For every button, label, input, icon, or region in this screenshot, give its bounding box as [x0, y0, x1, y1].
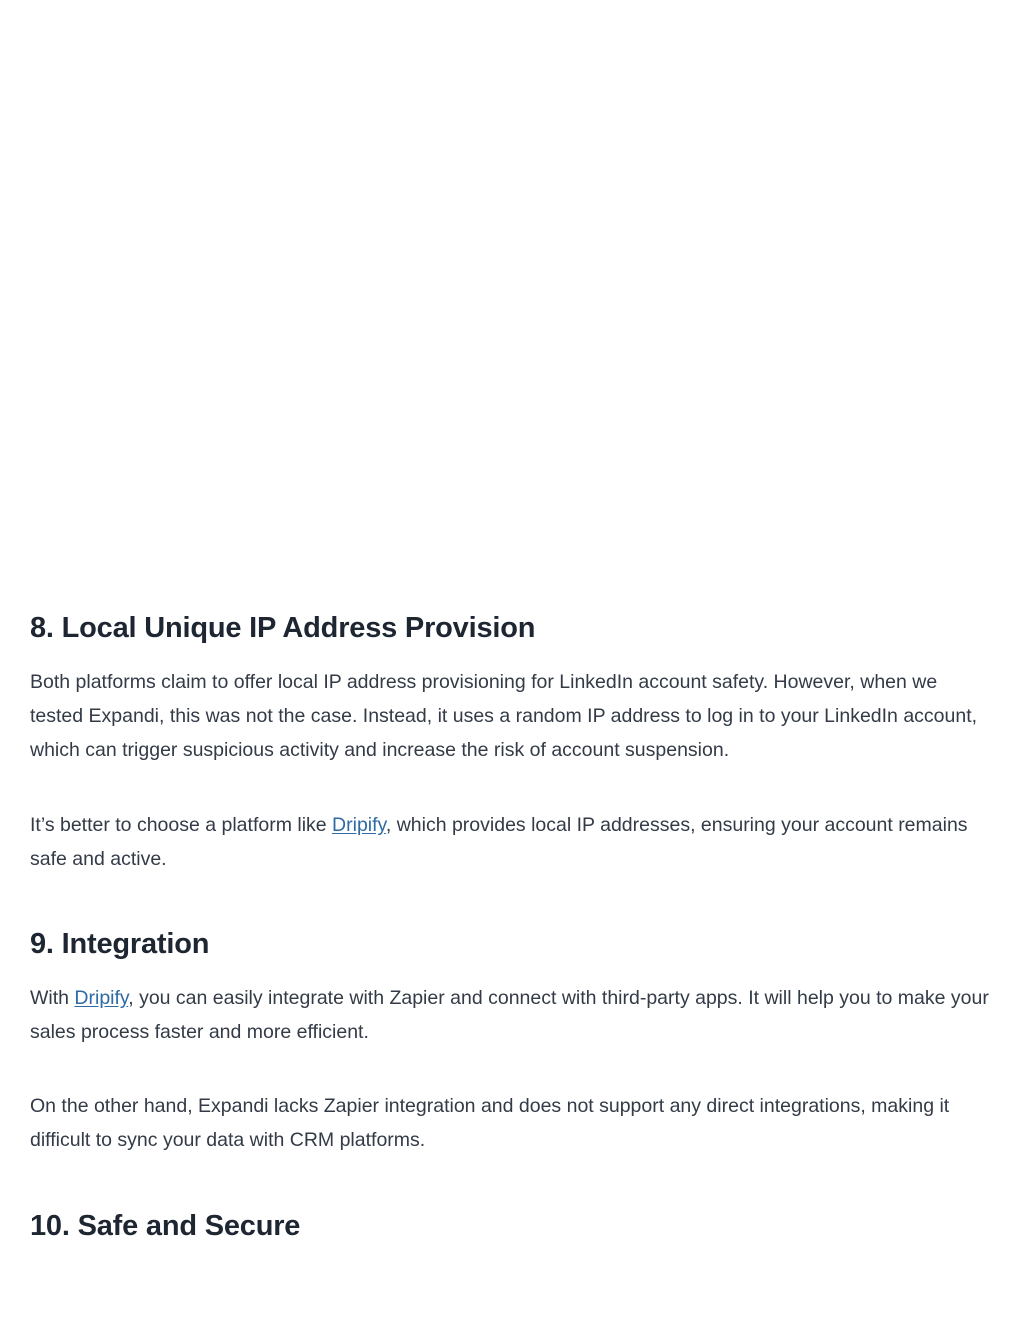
- blank-content-area: [0, 0, 1024, 590]
- section-heading-safe-secure: 10. Safe and Secure: [30, 1210, 301, 1242]
- dripify-link[interactable]: Dripify: [332, 814, 386, 836]
- dripify-link[interactable]: Dripify: [74, 987, 129, 1009]
- ip-paragraph-2-text-after: , which provides local IP addresses, ensuring your account remains safe and active.: [30, 814, 968, 870]
- integration-paragraph-1: [30, 981, 990, 1049]
- integration-paragraph-2: On the other hand, Expandi lacks Zapier integration and does not support any direct integrations, making it difficult to sync your data with CRM platforms.: [30, 1095, 950, 1151]
- ip-paragraph-1: Both platforms claim to offer local IP address provisioning for LinkedIn account safety. However, when we tested Expandi, this was not the case. Instead, it uses a random IP address to log in to your LinkedIn account, which can trigger suspicious activity and increase the risk of account suspension.: [30, 671, 978, 761]
- section-heading-ip-address: 8. Local Unique IP Address Provision: [30, 612, 536, 644]
- section-heading-integration: 9. Integration: [30, 928, 210, 960]
- integration-paragraph-1-text-after: , you can easily integrate with Zapier and connect with third-party apps. It will help you to make your sales process faster and more efficient.: [30, 987, 989, 1043]
- ip-paragraph-2: [30, 808, 990, 876]
- ip-paragraph-2-text-before: It’s better to choose a platform like: [30, 814, 333, 836]
- integration-paragraph-1-text-before: With: [30, 987, 75, 1009]
